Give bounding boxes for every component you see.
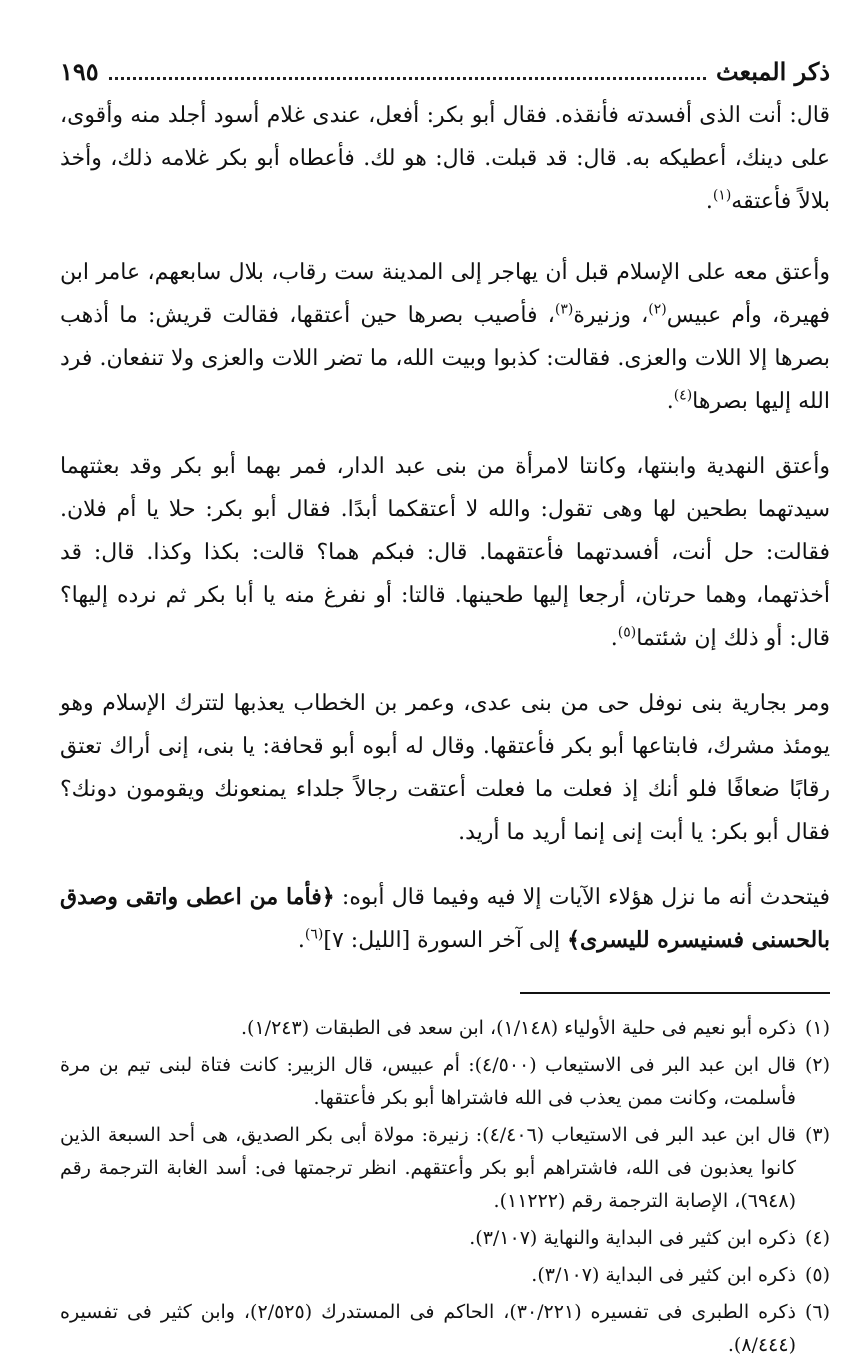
footnote-separator [520, 992, 830, 994]
paragraph-5: فيتحدث أنه ما نزل هؤلاء الآيات إلا فيه وفيما قال أبوه: ﴿فأما من اعطى واتقى وصدق بالحسنى فسنيسره لليسرى﴾ إلى آخر السورة [الليل: ٧]$^{(٦)}$. [60, 884, 830, 953]
footnote-ref-6: (٦) [304, 926, 324, 943]
footnote-ref-1: (١) [712, 187, 732, 204]
paragraph-4: ومر بجارية بنى نوفل حى من بنى عدى، وعمر بن الخطاب يعذبها لتترك الإسلام وهو يومئذ مشرك، فابتاعها أبو بكر فأعتقها. وقال له أبوه أبو قحافة: يا بنى، إنى أراك تعتق رقابًا ضعافًا فلو أنك إذ فعلت ما فعلت أعتقت رجالاً جلداء يمنعونك ويقومون دونك؟ فقال أبو بكر: يا أبت إنى إنما أريد ما أريد. [60, 691, 830, 845]
quran-verse: ﴿فأما من اعطى واتقى وصدق بالحسنى فسنيسره لليسرى﴾ [60, 884, 830, 953]
running-header [60, 40, 830, 86]
paragraph-2: وأعتق معه على الإسلام قبل أن يهاجر إلى المدينة ست رقاب، بلال سابعهم، عامر ابن فهيرة، وأم عبيس$^{(٢)}$، وزنيرة$^{(٣)}$، فأصيب بصرها حين أعتقها، فقالت قريش: ما أذهب بصرها إلا اللات والعزى. فقالت: كذبوا وبيت الله، ما تضر اللات والعزى ولا تنفعان. فرد الله إليها بصرها$^{(٤)}$. [60, 260, 830, 414]
footnote: (٦) ذكره الطبرى فى تفسيره (٣٠/٢٢١)، الحاكم فى المستدرك (٢/٥٢٥)، وابن كثير فى تفسيره (٨/٤٤٤). [60, 1301, 830, 1356]
footnote-ref-5: (٥) [617, 624, 637, 641]
footnotes [60, 1012, 830, 1362]
paragraph-1: قال: أنت الذى أفسدته فأنقذه. فقال أبو بكر: أفعل، عندى غلام أسود أجلد منه وأقوى، على دينك، أعطيكه به. قال: قد قبلت. قال: هو لك. فأعطاه أبو بكر غلامه ذلك، وأخذ بلالاً فأعتقه$^{(١)}$. [60, 103, 830, 214]
footnote-ref-3: (٣) [554, 301, 574, 318]
footnote: (٤) ذكره ابن كثير فى البداية والنهاية (٣/١٠٧). [469, 1227, 830, 1249]
paragraph-3: وأعتق النهدية وابنتها، وكانتا لامرأة من بنى عبد الدار، فمر بهما أبو بكر وقد بعثتهما سيدتهما بطحين لها وهى تقول: والله لا أعتقكما أبدًا. فقال أبو بكر: حلا يا أم فلان. فقالت: حل أنت، أفسدتهما فأعتقهما. قال: فبكم هما؟ قالت: بكذا وكذا. قال: قد أخذتهما، وهما حرتان، أرجعا إليها طحينها. قالتا: أو نفرغ منه يا أبا بكر ثم نرده إليها؟ قال: أو ذلك إن شئتما$^{(٥)}$. [60, 454, 830, 651]
page-number: ١٩٥ [60, 57, 99, 86]
footnote-ref-4: (٤) [673, 387, 693, 404]
main-text [60, 94, 830, 962]
footnote: (٢) قال ابن عبد البر فى الاستيعاب (٤/٥٠٠): أم عبيس، قال الزبير: كانت فتاة لبنى تيم بن مرة فأسلمت، وكانت ممن يعذب فى الله فاشتراها أبو بكر فأعتقها. [60, 1054, 830, 1109]
chapter-title: ذكر المبعث [716, 57, 830, 86]
footnote: (١) ذكره أبو نعيم فى حلية الأولياء (١/١٤٨)، ابن سعد فى الطبقات (١/٢٤٣). [241, 1017, 830, 1039]
footnote: (٥) ذكره ابن كثير فى البداية (٣/١٠٧). [531, 1264, 830, 1286]
leader-dots [109, 77, 706, 80]
footnote: (٣) قال ابن عبد البر فى الاستيعاب (٤/٤٠٦): زنيرة: مولاة أبى بكر الصديق، هى أحد السبعة الذين كانوا يعذبون فى الله، فاشتراهم أبو بكر وأعتقهم. انظر ترجمتها فى: أسد الغابة الترجمة رقم (٦٩٤٨)، الإصابة الترجمة رقم (١١٢٢٢). [60, 1124, 830, 1212]
book-page [60, 40, 830, 1366]
footnote-ref-2: (٢) [648, 301, 667, 318]
